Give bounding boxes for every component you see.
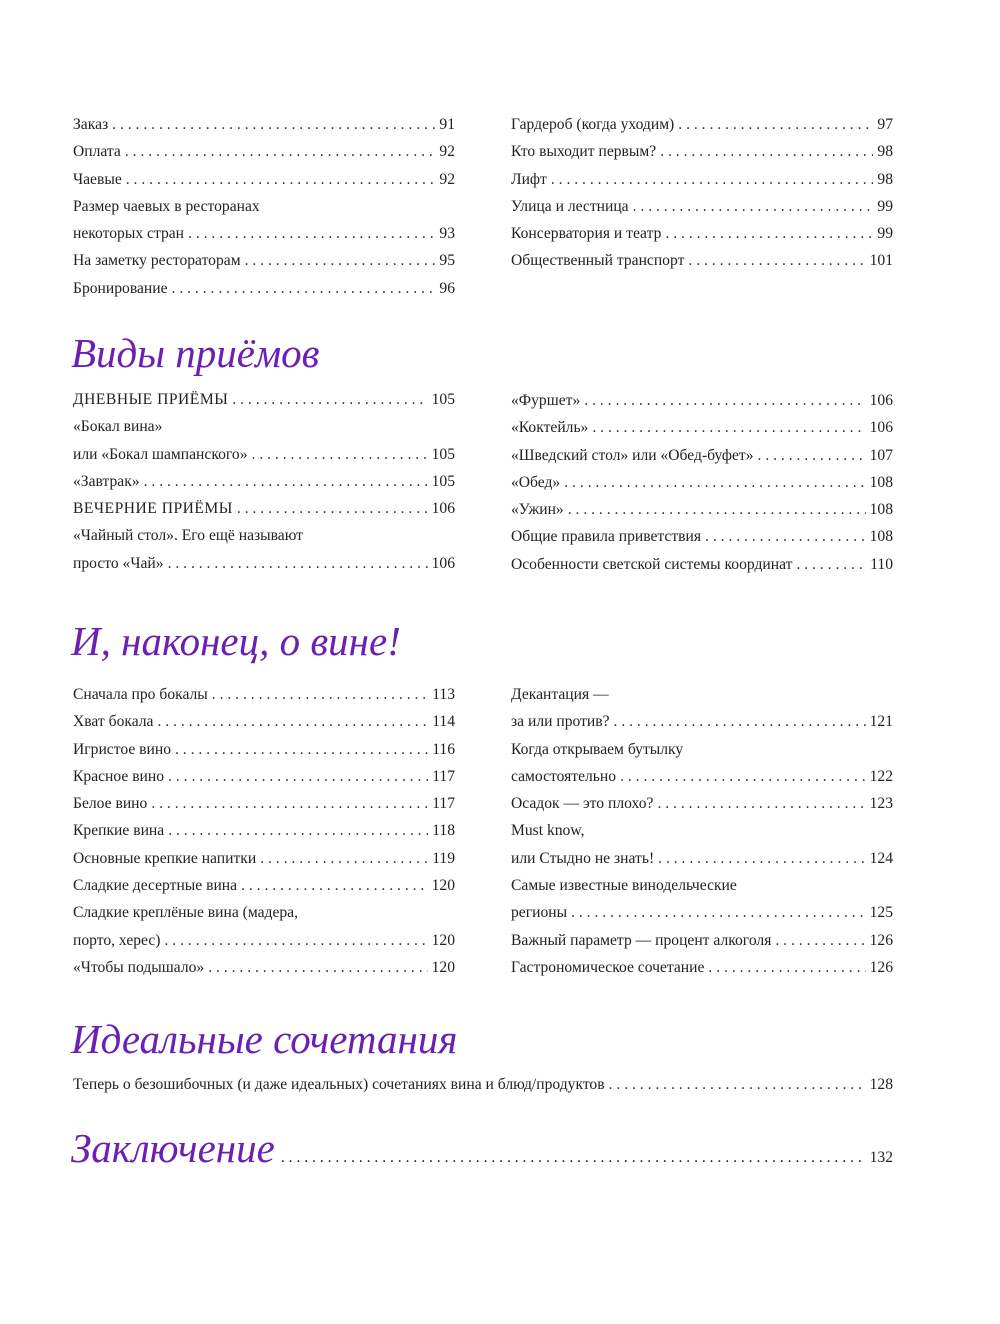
toc-entry (511, 763, 893, 790)
toc-entry (511, 247, 893, 274)
entry-page: 93 (439, 225, 455, 243)
entry-page: 97 (877, 116, 893, 133)
entry-page: 105 (431, 391, 455, 408)
entry-page: 91 (439, 116, 455, 133)
toc-right-column-2 (511, 681, 893, 981)
leader-dots (212, 681, 428, 708)
toc-entry (511, 790, 893, 817)
leader-dots (564, 469, 865, 496)
entry-label: Основные крепкие напитки (73, 849, 257, 867)
leader-dots (112, 111, 435, 138)
entry-page: 108 (869, 473, 893, 491)
entry-label: «Шведский стол» или «Обед-буфет» (511, 446, 754, 464)
entry-label: Общие правила приветствия (511, 528, 702, 546)
entry-label: Консерватория и театр (511, 225, 662, 243)
toc-entry (73, 441, 455, 468)
toc-pairings-entry (73, 1071, 893, 1098)
entry-label: На заметку рестораторам (73, 252, 241, 270)
toc-entry (511, 193, 893, 220)
toc-entry (73, 708, 455, 735)
entry-page: 99 (877, 197, 893, 215)
entry-page: 108 (869, 501, 893, 519)
entry-page: 92 (439, 170, 455, 188)
entry-page: 126 (869, 931, 893, 949)
toc-entry (511, 387, 893, 414)
entry-page: 106 (431, 500, 455, 518)
toc-entry (73, 193, 455, 220)
entry-label: Заказ (73, 116, 109, 133)
toc-entry (73, 954, 455, 981)
entry-label: Must know, (511, 822, 585, 840)
leader-dots (126, 166, 436, 193)
entry-page: 113 (432, 686, 455, 703)
entry-page: 125 (869, 904, 893, 922)
entry-label: Чаевые (73, 170, 122, 188)
entry-page: 107 (869, 446, 893, 464)
section-heading-wine: И, наконец, о вине! (71, 618, 401, 664)
entry-label: или «Бокал шампанского» (73, 445, 248, 463)
toc-entry (73, 817, 455, 844)
entry-page: 106 (869, 419, 893, 437)
leader-dots (172, 275, 436, 302)
entry-page: 119 (432, 849, 455, 867)
entry-label: «Бокал вина» (73, 418, 163, 436)
leader-dots (584, 387, 865, 414)
toc-entry (511, 681, 893, 708)
entry-page: 122 (869, 767, 893, 785)
leader-dots (188, 220, 435, 247)
entry-label: «Ужин» (511, 501, 564, 519)
toc-entry (73, 550, 455, 577)
entry-label: Сначала про бокалы (73, 686, 208, 703)
toc-entry (73, 220, 455, 247)
leader-dots (705, 523, 866, 550)
toc-entry (73, 899, 455, 926)
leader-dots (678, 111, 873, 138)
leader-dots (165, 927, 428, 954)
leader-dots (614, 708, 866, 735)
toc-entry (511, 872, 893, 899)
entry-label: Хват бокала (73, 713, 154, 731)
entry-label: «Коктейль» (511, 419, 589, 437)
toc-entry (511, 817, 893, 844)
toc-left-column-1 (73, 386, 455, 577)
section-heading-receptions: Виды приёмов (71, 330, 320, 376)
toc-entry (73, 872, 455, 899)
entry-label: Особенности светской системы координат (511, 555, 793, 573)
toc-entry (73, 522, 455, 549)
leader-dots (232, 386, 427, 413)
leader-dots (260, 845, 428, 872)
leader-dots (157, 708, 428, 735)
leader-dots (245, 247, 436, 274)
entry-label: Лифт (511, 170, 547, 188)
entry-label: Сладкие десертные вина (73, 877, 238, 895)
entry-page: 123 (869, 795, 893, 813)
entry-page: 105 (431, 472, 455, 490)
leader-dots (796, 551, 866, 578)
toc-entry (73, 386, 455, 413)
toc-entry (511, 551, 893, 578)
toc-entry (73, 111, 455, 138)
toc-entry (73, 790, 455, 817)
entry-label: Размер чаевых в ресторанах (73, 197, 260, 215)
section-heading-conclusion: Заключение (71, 1125, 275, 1171)
toc-entry (73, 166, 455, 193)
toc-entry (511, 442, 893, 469)
leader-dots (708, 954, 865, 981)
leader-dots (568, 496, 866, 523)
entry-label: за или против? (511, 713, 610, 731)
toc-entry (511, 845, 893, 872)
toc-entry (511, 414, 893, 441)
entry-label: Крепкие вина (73, 822, 165, 840)
toc-entry (73, 413, 455, 440)
leader-dots (252, 441, 428, 468)
toc-entry (73, 275, 455, 302)
leader-dots (657, 790, 865, 817)
entry-label: Общественный транспорт (511, 252, 685, 270)
entry-label: Декантация — (511, 686, 609, 703)
entry-label: Кто выходит первым? (511, 143, 657, 161)
leader-dots (208, 954, 427, 981)
entry-page: 101 (869, 252, 893, 270)
entry-label: ВЕЧЕРНИЕ ПРИЁМЫ (73, 500, 233, 518)
entry-page: 120 (431, 931, 455, 949)
leader-dots (665, 220, 873, 247)
entry-label: Важный параметр — процент алкоголя (511, 931, 772, 949)
toc-entry (73, 468, 455, 495)
toc-entry (73, 927, 455, 954)
toc-left-column-2 (73, 681, 455, 981)
entry-label: Бронирование (73, 279, 168, 297)
toc-entry (511, 523, 893, 550)
entry-label: регионы (511, 904, 568, 922)
entry-label: порто, херес) (73, 931, 161, 949)
entry-label: Осадок — это плохо? (511, 795, 654, 813)
entry-label: просто «Чай» (73, 554, 164, 572)
entry-label: Гардероб (когда уходим) (511, 116, 675, 133)
leader-dots (175, 736, 428, 763)
entry-page: 132 (869, 1149, 893, 1166)
entry-page: 92 (439, 143, 455, 161)
entry-label: «Чайный стол». Его ещё называют (73, 527, 303, 545)
toc-entry (511, 954, 893, 981)
entry-page: 106 (869, 392, 893, 409)
leader-dots (151, 790, 428, 817)
entry-label: «Фуршет» (511, 392, 581, 409)
entry-label: самостоятельно (511, 767, 617, 785)
entry-page: 116 (432, 740, 455, 758)
entry-label: «Обед» (511, 473, 561, 491)
entry-label: «Чтобы подышало» (73, 958, 205, 976)
entry-label: Улица и лестница (511, 197, 629, 215)
leader-dots (168, 763, 428, 790)
entry-page: 117 (432, 795, 455, 813)
toc-entry (511, 138, 893, 165)
toc-entry (73, 845, 455, 872)
leader-dots (168, 817, 428, 844)
toc-entry (73, 247, 455, 274)
entry-page: 117 (432, 767, 455, 785)
toc-entry (511, 899, 893, 926)
entry-page: 98 (877, 170, 893, 188)
entry-page: 120 (431, 877, 455, 895)
leader-dots (281, 1149, 864, 1167)
toc-entry (511, 496, 893, 523)
toc-entry (511, 166, 893, 193)
toc-entry (511, 736, 893, 763)
entry-label: некоторых стран (73, 225, 185, 243)
toc-entry (73, 495, 455, 522)
toc-conclusion-entry (71, 1124, 893, 1172)
leader-dots (241, 872, 428, 899)
leader-dots (688, 247, 865, 274)
toc-entry (73, 138, 455, 165)
leader-dots (633, 193, 874, 220)
toc-entry (73, 763, 455, 790)
toc-entry (511, 708, 893, 735)
toc-left-column-0 (73, 111, 455, 302)
entry-label: или Стыдно не знать! (511, 849, 655, 867)
entry-page: 96 (439, 279, 455, 297)
entry-page: 126 (869, 958, 893, 976)
entry-label: Игристое вино (73, 740, 171, 758)
toc-entry (73, 681, 455, 708)
toc-entry (511, 469, 893, 496)
entry-page: 99 (877, 225, 893, 243)
toc-entry (73, 736, 455, 763)
entry-page: 108 (869, 528, 893, 546)
entry-label: Белое вино (73, 795, 148, 813)
entry-label: Когда открываем бутылку (511, 740, 684, 758)
leader-dots (660, 138, 873, 165)
entry-page: 95 (439, 252, 455, 270)
entry-label: Теперь о безошибочных (и даже идеальных) сочетаниях вина и блюд/продуктов (73, 1076, 605, 1093)
leader-dots (551, 166, 874, 193)
leader-dots (775, 927, 865, 954)
leader-dots (168, 550, 428, 577)
entry-label: Оплата (73, 143, 121, 161)
leader-dots (125, 138, 436, 165)
toc-entry (511, 220, 893, 247)
leader-dots (144, 468, 428, 495)
entry-label: Сладкие креплёные вина (мадера, (73, 904, 298, 922)
leader-dots (758, 442, 866, 469)
entry-page: 106 (431, 554, 455, 572)
entry-page: 98 (877, 143, 893, 161)
entry-page: 110 (870, 555, 893, 573)
toc-entry (511, 927, 893, 954)
leader-dots (237, 495, 428, 522)
leader-dots (609, 1071, 866, 1098)
leader-dots (620, 763, 866, 790)
toc-right-column-0 (511, 111, 893, 275)
entry-label: ДНЕВНЫЕ ПРИЁМЫ (73, 391, 229, 408)
entry-page: 114 (432, 713, 455, 731)
leader-dots (658, 845, 865, 872)
toc-entry (511, 111, 893, 138)
entry-label: Гастрономическое сочетание (511, 958, 705, 976)
entry-page: 118 (432, 822, 455, 840)
entry-page: 120 (431, 958, 455, 976)
section-heading-pairings: Идеальные сочетания (71, 1016, 458, 1062)
entry-label: Самые известные винодельческие (511, 877, 737, 895)
entry-page: 105 (431, 445, 455, 463)
entry-page: 124 (869, 849, 893, 867)
entry-page: 121 (869, 713, 893, 731)
toc-right-column-1 (511, 387, 893, 578)
entry-label: Красное вино (73, 767, 165, 785)
entry-page: 128 (869, 1076, 893, 1093)
leader-dots (592, 414, 865, 441)
entry-label: «Завтрак» (73, 472, 140, 490)
leader-dots (571, 899, 866, 926)
